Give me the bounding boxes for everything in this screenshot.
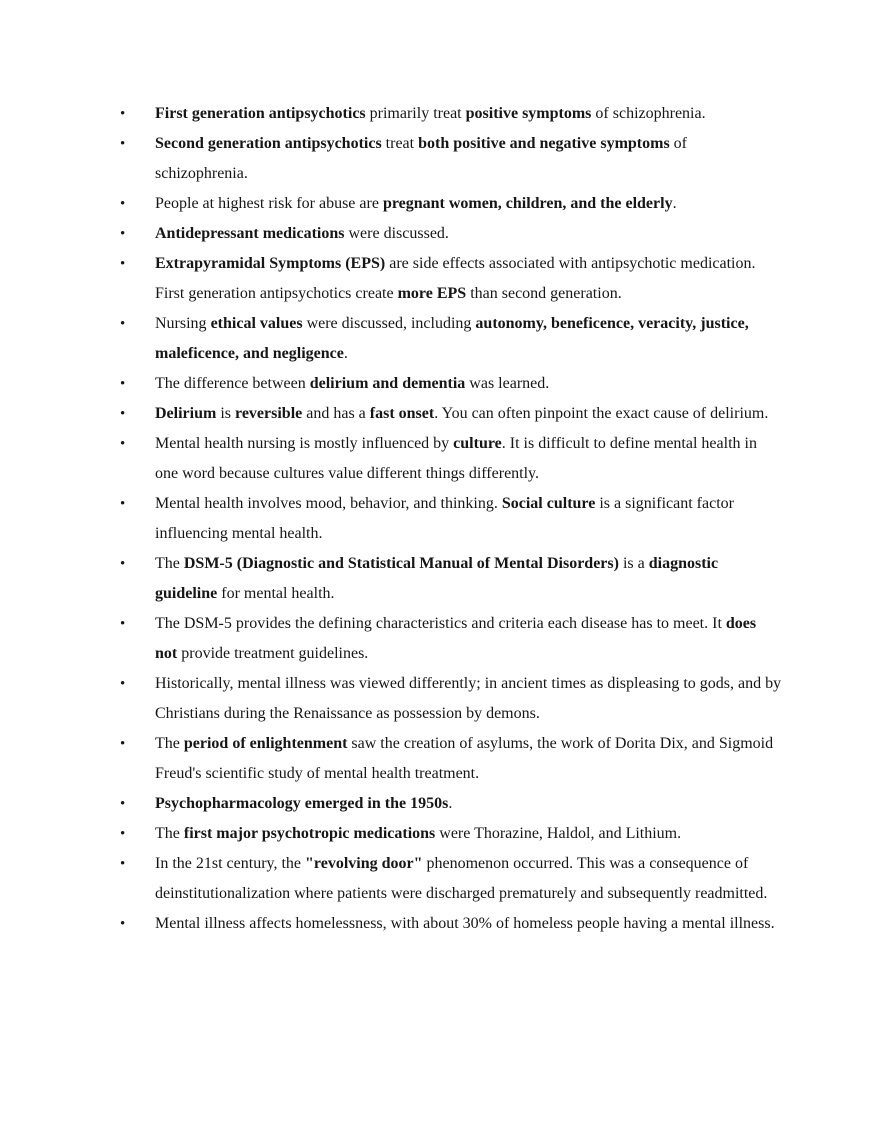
list-item [120,549,782,609]
list-item [120,849,782,909]
bullet-marker-icon: • [120,196,126,212]
text-run: . It is difficult to define mental health in one word because cultures value different things differently. [155,435,757,482]
list-item [120,489,782,549]
list-item [120,249,782,309]
bold-text-run: Social culture [501,495,596,512]
bold-text-run: more EPS [397,285,467,302]
bold-text-run: Extrapyramidal Symptoms (EPS) [155,255,386,272]
text-run: were discussed, including [302,315,476,332]
list-item [120,609,782,669]
bullet-marker-icon: • [120,256,126,272]
list-item-text [155,909,782,939]
text-run: and has a [302,405,370,422]
text-run: Mental health involves mood, behavior, and thinking. [155,495,502,512]
bold-text-run: ethical values [210,315,303,332]
text-run: was learned. [465,375,550,392]
text-run: phenomenon occurred. This was a consequence of deinstitutionalization where patients were discharged prematurely and subsequently readmitted. [155,855,768,902]
text-run: Mental illness affects homelessness, with about 30% of homeless people having a mental illness. [155,915,775,932]
bold-text-run: First generation antipsychotics [155,105,366,122]
bullet-marker-icon: • [120,436,126,452]
bold-text-run: Delirium [155,405,217,422]
list-item-text [155,399,782,429]
text-run: . [343,345,348,362]
bullet-marker-icon: • [120,496,126,512]
text-run: People at highest risk for abuse are [155,195,383,212]
bold-text-run: positive symptoms [465,105,592,122]
text-run: than second generation. [466,285,622,302]
bullet-list [120,99,782,939]
bullet-marker-icon: • [120,406,126,422]
text-run: is a [618,555,649,572]
text-run: . [672,195,677,212]
list-item-text [155,219,782,249]
bullet-marker-icon: • [120,856,126,872]
bullet-marker-icon: • [120,316,126,332]
list-item-text [155,99,782,129]
text-run: is a significant factor influencing mental health. [155,495,734,542]
list-item [120,369,782,399]
text-run: In the 21st century, the [155,855,306,872]
bold-text-run: both positive and negative symptoms [418,135,670,152]
bullet-marker-icon: • [120,226,126,242]
list-item [120,429,782,489]
text-run: are side effects associated with antipsychotic medication. First generation antipsychotics create [155,255,756,302]
text-run: of schizophrenia. [591,105,706,122]
list-item-text [155,789,782,819]
list-item [120,99,782,129]
text-run: . [448,795,453,812]
bold-text-run: "revolving door" [305,855,423,872]
list-item [120,669,782,729]
bold-text-run: culture [453,435,502,452]
list-item-text [155,609,782,669]
bold-text-run: fast onset [369,405,435,422]
bold-text-run: DSM-5 (Diagnostic and Statistical Manual of Mental Disorders) [183,555,619,572]
list-item-text [155,549,782,609]
text-run: The difference between [155,375,310,392]
list-item-text [155,429,782,489]
bullet-marker-icon: • [120,106,126,122]
list-item-text [155,129,782,189]
text-run: Mental health nursing is mostly influenced by [155,435,454,452]
bullet-marker-icon: • [120,736,126,752]
bold-text-run: delirium and dementia [309,375,466,392]
text-run: is [216,405,235,422]
list-item [120,309,782,369]
bold-text-run: Psychopharmacology emerged in the 1950s [155,795,449,812]
text-run: for mental health. [217,585,335,602]
list-item-text [155,489,782,549]
text-run: The DSM-5 provides the defining characteristics and criteria each disease has to meet. It [155,615,726,632]
bold-text-run: Second generation antipsychotics [155,135,382,152]
bold-text-run: pregnant women, children, and the elderly [382,195,673,212]
text-run: of schizophrenia. [155,135,687,182]
list-item [120,189,782,219]
list-item [120,789,782,819]
bold-text-run: does not [155,615,757,662]
list-item-text [155,189,782,219]
bold-text-run: first major psychotropic medications [183,825,436,842]
text-run: treat [381,135,419,152]
list-item [120,729,782,789]
bullet-marker-icon: • [120,136,126,152]
bold-text-run: period of enlightenment [183,735,348,752]
list-item-text [155,819,782,849]
bullet-marker-icon: • [120,916,126,932]
list-item-text [155,369,782,399]
text-run: were discussed. [344,225,449,242]
list-item [120,219,782,249]
list-item-text [155,669,782,729]
bullet-marker-icon: • [120,616,126,632]
bold-text-run: diagnostic guideline [155,555,719,602]
list-item [120,819,782,849]
text-run: saw the creation of asylums, the work of Dorita Dix, and Sigmoid Freud's scientific study of mental health treatment. [155,735,774,782]
text-run: The [155,825,184,842]
bold-text-run: Antidepressant medications [155,225,345,242]
text-run: The [155,735,184,752]
text-run: primarily treat [365,105,466,122]
bullet-marker-icon: • [120,796,126,812]
list-item-text [155,849,782,909]
bullet-marker-icon: • [120,376,126,392]
bullet-marker-icon: • [120,676,126,692]
bullet-marker-icon: • [120,556,126,572]
list-item [120,129,782,189]
text-run: Historically, mental illness was viewed differently; in ancient times as displeasing to gods, and by Christians during the Renaissance as possession by demons. [155,675,782,722]
text-run: were Thorazine, Haldol, and Lithium. [435,825,682,842]
list-item [120,399,782,429]
bullet-marker-icon: • [120,826,126,842]
bold-text-run: reversible [235,405,303,422]
list-item-text [155,309,782,369]
text-run: Nursing [155,315,211,332]
bold-text-run: autonomy, beneficence, veracity, justice, maleficence, and negligence [155,315,749,362]
list-item-text [155,729,782,789]
list-item-text [155,249,782,309]
text-run: provide treatment guidelines. [177,645,369,662]
text-run: The [155,555,184,572]
text-run: . You can often pinpoint the exact cause of delirium. [434,405,769,422]
list-item [120,909,782,939]
